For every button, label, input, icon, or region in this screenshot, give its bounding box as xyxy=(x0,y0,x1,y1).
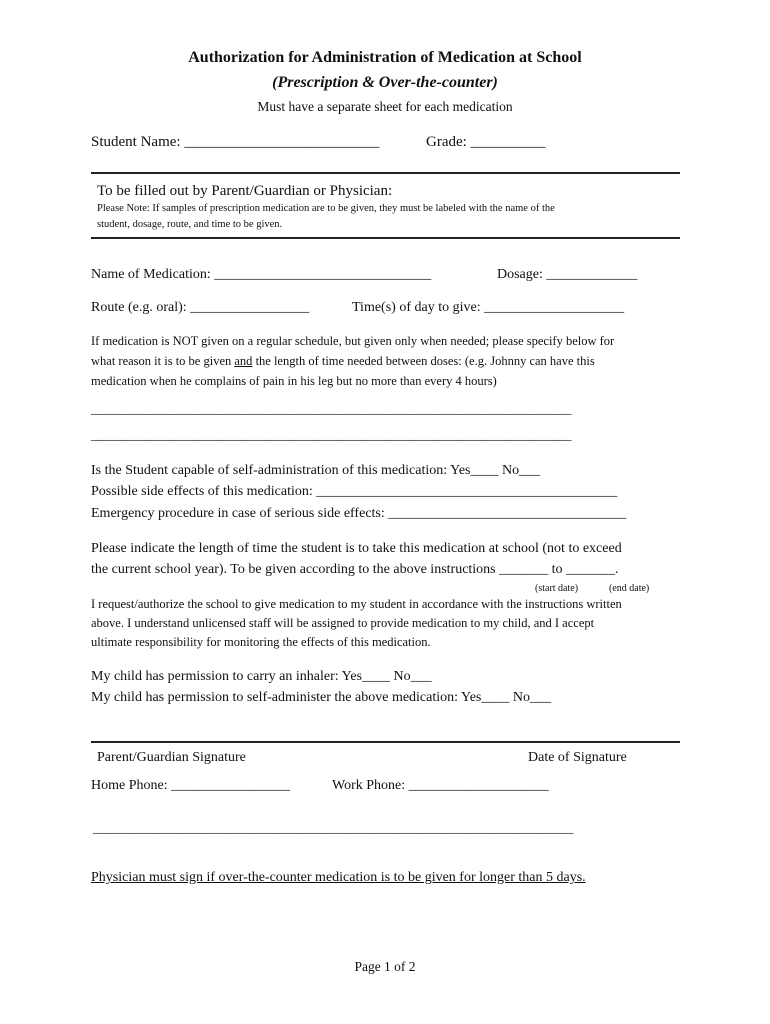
samples-note-line2: student, dosage, route, and time to be given. xyxy=(97,219,283,230)
home-phone-field[interactable]: Home Phone: _________________ xyxy=(91,778,291,793)
time-of-day-field[interactable]: Time(s) of day to give: ____________________ xyxy=(352,300,625,315)
as-needed-line2: what reason it is to be given and the length of time needed between doses: (e.g. Johnny can have this xyxy=(91,354,595,368)
duration-line1: Please indicate the length of time the student is to take this medication at school (not to exceed xyxy=(91,541,622,556)
dosage-field[interactable]: Dosage: _____________ xyxy=(497,267,638,282)
divider xyxy=(91,237,680,239)
page-subtitle: (Prescription & Over-the-counter) xyxy=(272,74,498,91)
authorization-line2: above. I understand unlicensed staff will be assigned to provide medication to my child, and I accept xyxy=(91,616,595,630)
duration-line2[interactable]: the current school year). To be given according to the above instructions _______ to _______. xyxy=(91,562,619,577)
signature-line[interactable] xyxy=(91,741,680,743)
authorization-line1: I request/authorize the school to give medication to my student in accordance with the instructions written xyxy=(91,597,622,611)
work-phone-field[interactable]: Work Phone: ____________________ xyxy=(332,778,549,793)
page-number: Page 1 of 2 xyxy=(354,959,416,974)
page-title: Authorization for Administration of Medication at School xyxy=(188,49,582,66)
as-needed-blank-line[interactable]: ________________________________________________________________________________ xyxy=(91,401,571,416)
separate-sheet-note: Must have a separate sheet for each medication xyxy=(257,99,513,114)
divider xyxy=(91,172,680,174)
student-name-field[interactable]: Student Name: __________________________ xyxy=(91,134,380,150)
end-date-caption: (end date) xyxy=(609,583,650,594)
samples-note-line1: Please Note: If samples of prescription medication are to be given, they must be labeled with the name of the xyxy=(97,203,555,214)
as-needed-blank-line[interactable]: ________________________________________________________________________________ xyxy=(91,427,571,442)
physician-sign-note: Physician must sign if over-the-counter medication is to be given for longer than 5 days. xyxy=(91,870,586,885)
self-administer-permission-field[interactable]: My child has permission to self-administer the above medication: Yes____ No___ xyxy=(91,690,551,705)
parent-signature-label: Parent/Guardian Signature xyxy=(97,750,246,765)
as-needed-line1: If medication is NOT given on a regular schedule, but given only when needed; please specify below for xyxy=(91,334,615,348)
side-effects-field[interactable]: Possible side effects of this medication: ___________________________________________ xyxy=(91,484,618,499)
medication-name-field[interactable]: Name of Medication: _______________________________ xyxy=(91,267,432,282)
as-needed-line3: medication when he complains of pain in his leg but no more than every 4 hours) xyxy=(91,374,497,388)
self-admin-capable-field[interactable]: Is the Student capable of self-administration of this medication: Yes____ No___ xyxy=(91,463,541,478)
emergency-procedure-field[interactable]: Emergency procedure in case of serious side effects: __________________________________ xyxy=(91,506,627,521)
authorization-line3: ultimate responsibility for monitoring the effects of this medication. xyxy=(91,635,431,649)
inhaler-permission-field[interactable]: My child has permission to carry an inhaler: Yes____ No___ xyxy=(91,669,432,684)
parent-section-heading: To be filled out by Parent/Guardian or Physician: xyxy=(97,183,393,199)
grade-field[interactable]: Grade: __________ xyxy=(426,134,546,150)
start-date-caption: (start date) xyxy=(535,583,579,594)
date-of-signature-label: Date of Signature xyxy=(528,750,627,765)
route-field[interactable]: Route (e.g. oral): _________________ xyxy=(91,300,310,315)
physician-signature-line[interactable]: ________________________________________________________________________________ xyxy=(93,820,573,835)
